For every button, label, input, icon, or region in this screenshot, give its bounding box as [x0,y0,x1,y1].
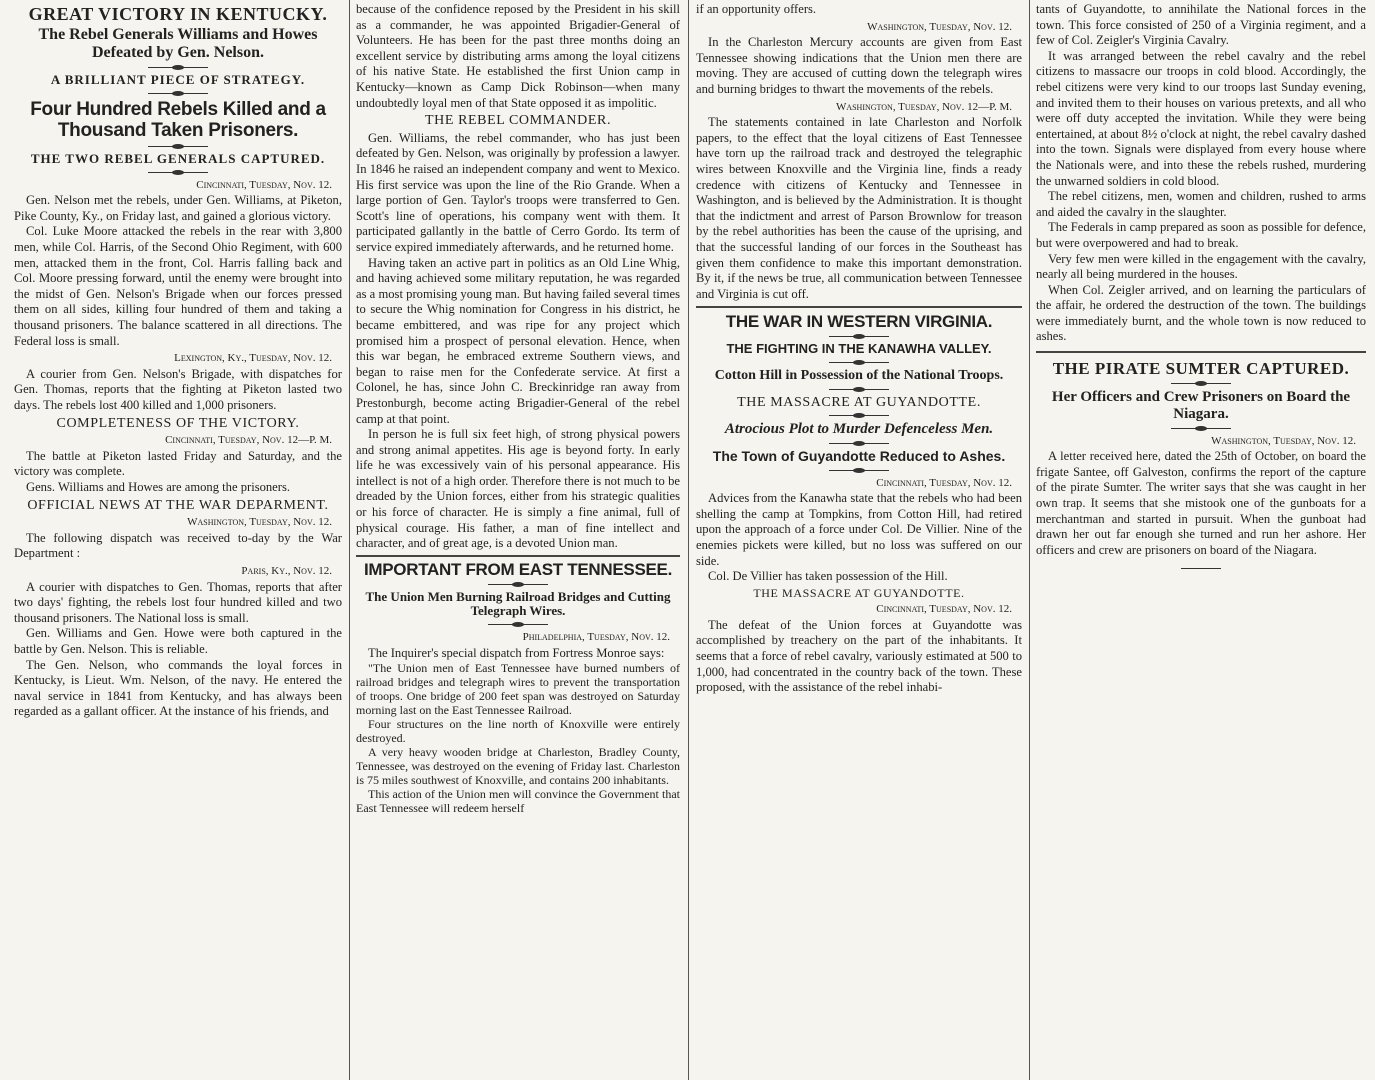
paragraph: Having taken an active part in politics as an Old Line Whig, and having achieved some military reputation, he was regarded as a most promising young man. But having failed several times to secure the Whig nomination for Congress in his district, he became embittered, and was ripe for any project which promised him a prospect of personal elevation. Hence, when this war began, he embraced extreme Southern views, and began to raise men for the Confederate service. At first a Colonel, he has, since John C. Breckinridge ran away from Prestonburgh, become acting Brigadier-General of the rebel camp at that point. [356,255,680,426]
headline: GREAT VICTORY IN KENTUCKY. [28,4,328,24]
section-heading: OFFICIAL NEWS AT THE WAR DEPARMENT. [27,497,329,513]
ornament-rule [829,440,889,447]
separator [356,555,680,557]
paragraph: if an opportunity offers. [696,2,817,16]
ornament-rule [829,467,889,474]
section-heading: THE REBEL COMMANDER. [424,113,612,129]
paragraph: Gen. Nelson met the rebels, under Gen. Williams, at Piketon, Pike County, Ky., on Friday last, and gained a glorious victory. [14,193,342,223]
dateline: Cincinnati, Tuesday, Nov. 12. [876,603,1012,616]
column-rule [688,0,689,1080]
paragraph: The Federals in camp prepared as soon as possible for defence, but were overpowered and had to break. [1036,220,1366,250]
paragraph: The statements contained in late Charleston and Norfolk papers, to the effect that the loyal citizens of East Tennessee have torn up the railroad track and destroyed the telegraphic wires between Knoxville and the Virginia line, finds a ready credence with citizens of Kentucky and Tennessee in Washington, and is believed by the Administration. It is thought that the indictment and arrest of Parson Brownlow for treason by the rebel authorities has been the cause of the uprising, and that the successful landing of our forces in the Southeast has given them confidence to make this important demonstration. By it, if the news be true, all communication between Tennessee and Virginia is cut off. [696,115,1022,301]
paragraph: Gen. Williams and Gen. Howe were both captured in the battle by Gen. Nelson. This is reliable. [14,626,342,656]
ornament-rule [148,90,208,97]
paragraph: because of the confidence reposed by the President in his skill as a commander, he was appointed Brigadier-General of Volunteers. He has been for the past three months doing an excellent service by distributing arms among the loyal citizens of his native State. He established the first Union camp in Kentucky—known as Camp Dick Robinson—when many undoubtedly loyal men of that State opposed it as impolitic. [356,2,680,110]
headline: THE PIRATE SUMTER CAPTURED. [1052,359,1350,379]
subheadline: The Rebel Generals Williams and Howes Defeated by Gen. Nelson. [38,26,318,62]
dateline: Paris, Ky., Nov. 12. [241,565,332,577]
subheadline: THE TWO REBEL GENERALS CAPTURED. [30,151,326,167]
dateline: Cincinnati, Tuesday, Nov. 12. [876,476,1012,489]
paragraph: The Inquirer's special dispatch from Fortress Monroe says: [368,645,665,660]
column-4 [1030,2,1372,1078]
paragraph: When Col. Zeigler arrived, and on learning the particulars of the affair, he ordered the destruction of the town. The buildings were immediately burnt, and the whole town is now reduced to ashes. [1036,282,1366,344]
section-heading: COMPLETENESS OF THE VICTORY. [56,415,300,431]
subheadline: Atrocious Plot to Murder Defenceless Men. [724,421,994,438]
subheadline: THE MASSACRE AT GUYANDOTTE. [737,394,981,410]
dateline: Washington, Tuesday, Nov. 12. [867,20,1012,33]
end-rule [1181,568,1221,569]
quote-paragraph: A very heavy wooden bridge at Charleston, Bradley County, Tennessee, was destroyed on the evening of Friday last. Charleston is 75 miles southwest of Knoxville, and contains 200 inhabitants. [356,745,680,788]
paragraph: Col. Luke Moore attacked the rebels in the rear with 3,800 men, while Col. Harris, of the Second Ohio Regiment, with 600 men, attacked them in the front, Col. Harris falling back and Col. Moore pressing forward, until the enemy were brought into the midst of Gen. Nelson's Brigade when our forces pressed them on all sides, killing four hundred of them and taking a thousand prisoners. The balance scattered in all directions. The Federal loss is small. [14,224,342,348]
column-2 [350,2,686,1078]
paragraph: A letter received here, dated the 25th of October, on board the frigate Santee, off Galveston, confirms the report of the capture of the pirate Sumter. The writer says that she was caught in her own trap. It seems that she mistook one of the gunboats for a merchantman and started in pursuit. When the gunboat had drawn her out far enough she turned and run her ashore. Her officers and crew are prisoners on board of the Niagara. [1036,449,1366,557]
quote-paragraph: Four structures on the line north of Knoxville were entirely destroyed. [356,717,680,746]
ornament-rule [1171,425,1231,432]
separator [1036,351,1366,353]
dateline: Philadelphia, Tuesday, Nov. 12. [522,630,670,643]
paragraph: The following dispatch was received to-day by the War Department : [14,530,342,561]
paragraph: Col. De Villier has taken possession of the Hill. [708,569,948,584]
paragraph: A courier with dispatches to Gen. Thomas, reports that after two days' fighting, the rebels lost four hundred killed and two thousand prisoners. The National loss is small. [14,579,342,625]
headline: THE WAR IN WESTERN VIRGINIA. [725,312,993,332]
dateline: Washington, Tuesday, Nov. 12—P. M. [835,100,1012,113]
subheadline: The Union Men Burning Railroad Bridges and Cutting Telegraph Wires. [365,588,671,619]
quote-paragraph: "The Union men of East Tennessee have burned numbers of railroad bridges and telegraph wires to prevent the transportation of troops. One bridge of 200 feet span was destroyed on Saturday morning last on the East Tennessee Railroad. [356,661,680,718]
subheadline: THE FIGHTING IN THE KANAWHA VALLEY. [726,341,992,357]
ornament-rule [488,621,548,628]
ornament-rule [148,143,208,150]
subheadline: Her Officers and Crew Prisoners on Board the Niagara. [1051,389,1351,422]
ornament-rule [488,581,548,588]
paragraph: In person he is full six feet high, of strong physical powers and strong animal appetites. His age is beyond forty. In early life he was excessively vain of his personal appearance. His intellect is not of a high order. Therefore there is not much to be dreaded by the Union forces, either from his strategic qualities or his force of character. He is simply a fine animal, full of physical courage. His father, a man of fine intellect and character, and of great age, is a devoted Union man. [356,427,680,551]
dateline: Washington, Tuesday, Nov. 12. [187,516,332,529]
ornament-rule [148,64,208,71]
quote-paragraph: This action of the Union men will convince the Government that East Tennessee will redeem herself [356,787,680,816]
paragraph: The battle at Piketon lasted Friday and Saturday, and the victory was complete. [14,448,342,479]
paragraph: In the Charleston Mercury accounts are given from East Tennessee showing indications that the Union men there are moving. They are accused of cutting down the telegraph wires and burning bridges to thwart the movements of the rebels. [696,35,1022,96]
paragraph: A courier from Gen. Nelson's Brigade, with dispatches for Gen. Thomas, reports that the fighting at Piketon lasted two days. The rebels lost 400 killed and 1,000 prisoners. [14,366,342,412]
subheadline: Four Hundred Rebels Killed and a Thousand Taken Prisoners. [30,98,326,141]
section-heading: THE MASSACRE AT GUYANDOTTE. [753,585,965,600]
ornament-rule [829,386,889,393]
subheadline: Cotton Hill in Possession of the National Troops. [714,367,1004,383]
ornament-rule [148,169,208,176]
separator [696,306,1022,308]
subheadline: A BRILLIANT PIECE OF STRATEGY. [50,71,306,87]
paragraph: Very few men were killed in the engagement with the cavalry, nearly all being murdered in the houses. [1036,251,1366,282]
paragraph: tants of Guyandotte, to annihilate the National forces in the town. This force consisted of 250 of a Virginia regiment, and a few of Col. Zeigler's Virginia Cavalry. [1036,2,1366,48]
dateline: Lexington, Ky., Tuesday, Nov. 12. [174,352,332,365]
paragraph: It was arranged between the rebel cavalry and the rebel citizens to massacre our troops in cold blood. Accordingly, the rebel citizens were very kind to our troops last Sunday evening, and invited them to their houses on various pretexts, and all who were off duty accepted the invitation. While they were being entertained, at about 8½ o'clock at night, the rebel cavalry dashed into the town. Signals were displayed from every house where the Nationals were, and into these the rebels rushed, murdering the unwarned soldiers in cold blood. [1036,48,1366,188]
ornament-rule [829,359,889,366]
dateline: Washington, Tuesday, Nov. 12. [1211,434,1356,447]
dateline: Cincinnati, Tuesday, Nov. 12—P. M. [165,434,332,447]
paragraph: Advices from the Kanawha state that the rebels who had been shelling the camp at Tompkins, from Cotton Hill, had retired upon the approach of a force under Col. De Villier. Nine of the enemies pickets were killed, but no loss was suffered on our side. [696,491,1022,568]
paragraph: The rebel citizens, men, women and children, rushed to arms and aided the cavalry in the slaughter. [1036,189,1366,219]
paragraph: Gens. Williams and Howes are among the prisoners. [26,479,291,494]
headline: IMPORTANT FROM EAST TENNESSEE. [363,559,673,579]
column-1 [8,2,348,1078]
ornament-rule [829,333,889,340]
column-3 [690,2,1028,1078]
ornament-rule [1171,380,1231,387]
paragraph: The Gen. Nelson, who commands the loyal forces in Kentucky, is Lieut. Wm. Nelson, of the navy. He entered the naval service in 1841 from Kentucky, and has always been regarded as a gallant officer. At the instance of his friends, and [14,657,342,719]
dateline: Cincinnati, Tuesday, Nov. 12. [196,178,332,191]
paragraph: The defeat of the Union forces at Guyandotte was accomplished by treachery on the part of the inhabitants. It seems that a force of rebel cavalry, variously estimated at 500 to 1,000, had concentrated in the country back of the town. These proposed, with the assistance of the rebel inhabi- [696,617,1022,695]
ornament-rule [829,412,889,419]
paragraph: Gen. Williams, the rebel commander, who has just been defeated by Gen. Nelson, was originally by profession a lawyer. In 1846 he raised an independent company and went to Mexico. His first service was upon the line of the Rio Grande. When a large portion of Gen. Taylor's troops were transferred to Gen. Scott's line of operations, his company went with them. It participated gallantly in the battle of Cerro Gordo. Its term of service expired immediately afterwards, and he returned home. [356,130,680,254]
subheadline: The Town of Guyandotte Reduced to Ashes. [712,448,1006,464]
